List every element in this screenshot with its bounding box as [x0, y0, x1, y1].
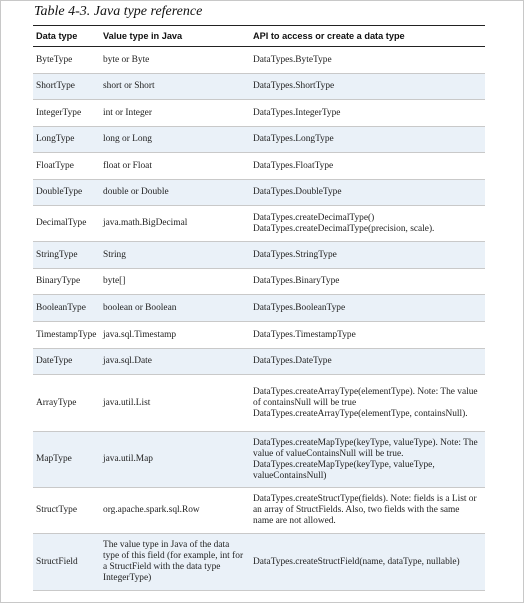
- table-row: [33, 153, 485, 180]
- header-api: API to access or create a data type: [250, 26, 485, 47]
- cell-java-value-type: byte or Byte: [100, 47, 250, 74]
- cell-data-type: ByteType: [33, 47, 100, 74]
- cell-data-type: TimestampType: [33, 322, 100, 349]
- cell-java-value-type: java.sql.Timestamp: [100, 322, 250, 349]
- cell-api: DataTypes.createStructField(name, dataType, nullable): [250, 534, 485, 591]
- table-row: [33, 47, 485, 74]
- java-type-reference-table: [33, 25, 485, 591]
- cell-api: DataTypes.LongType: [250, 127, 485, 153]
- cell-api: DataTypes.TimestampType: [250, 322, 485, 349]
- table-row: [33, 432, 485, 488]
- cell-api: DataTypes.IntegerType: [250, 100, 485, 127]
- cell-data-type: FloatType: [33, 153, 100, 180]
- table-row: [33, 127, 485, 153]
- cell-api: DataTypes.StringType: [250, 242, 485, 269]
- cell-java-value-type: java.util.List: [100, 375, 250, 432]
- cell-api: DataTypes.createStructType(fields). Note: fields is a List or an array of StructFields. Also, two fields with the same name are not allowed.: [250, 488, 485, 534]
- cell-data-type: IntegerType: [33, 100, 100, 127]
- cell-data-type: ShortType: [33, 74, 100, 100]
- table-row: [33, 206, 485, 242]
- cell-api: DataTypes.DateType: [250, 349, 485, 375]
- cell-api: DataTypes.ShortType: [250, 74, 485, 100]
- table-row: [33, 100, 485, 127]
- cell-java-value-type: int or Integer: [100, 100, 250, 127]
- cell-java-value-type: java.util.Map: [100, 432, 250, 488]
- header-value-type-java: Value type in Java: [100, 26, 250, 47]
- cell-api: DataTypes.createArrayType(elementType). Note: The value of containsNull will be true DataTypes.createArrayType(elementType, containsNull).: [250, 375, 485, 432]
- cell-java-value-type: java.sql.Date: [100, 349, 250, 375]
- cell-java-value-type: float or Float: [100, 153, 250, 180]
- cell-data-type: StructField: [33, 534, 100, 591]
- table-row: [33, 269, 485, 295]
- cell-data-type: DateType: [33, 349, 100, 375]
- table-row: [33, 349, 485, 375]
- cell-api: DataTypes.DoubleType: [250, 180, 485, 206]
- header-data-type: Data type: [33, 26, 100, 47]
- cell-data-type: BinaryType: [33, 269, 100, 295]
- cell-java-value-type: String: [100, 242, 250, 269]
- cell-java-value-type: java.math.BigDecimal: [100, 206, 250, 242]
- cell-data-type: StructType: [33, 488, 100, 534]
- cell-data-type: DoubleType: [33, 180, 100, 206]
- cell-data-type: ArrayType: [33, 375, 100, 432]
- cell-data-type: StringType: [33, 242, 100, 269]
- cell-data-type: BooleanType: [33, 295, 100, 322]
- table-row: [33, 74, 485, 100]
- cell-api: DataTypes.ByteType: [250, 47, 485, 74]
- cell-java-value-type: double or Double: [100, 180, 250, 206]
- cell-api: DataTypes.createMapType(keyType, valueType). Note: The value of valueContainsNull will be true. DataTypes.createMapType(keyType, valueType, valueContainsNull): [250, 432, 485, 488]
- cell-java-value-type: byte[]: [100, 269, 250, 295]
- table-row: [33, 295, 485, 322]
- table-row: [33, 322, 485, 349]
- cell-data-type: DecimalType: [33, 206, 100, 242]
- cell-java-value-type: long or Long: [100, 127, 250, 153]
- cell-data-type: MapType: [33, 432, 100, 488]
- cell-data-type: LongType: [33, 127, 100, 153]
- table-row: [33, 242, 485, 269]
- table-row: [33, 375, 485, 432]
- cell-api: DataTypes.createDecimalType() DataTypes.createDecimalType(precision, scale).: [250, 206, 485, 242]
- table-header-row: [33, 26, 485, 47]
- cell-api: DataTypes.BinaryType: [250, 269, 485, 295]
- cell-java-value-type: boolean or Boolean: [100, 295, 250, 322]
- cell-java-value-type: org.apache.spark.sql.Row: [100, 488, 250, 534]
- cell-api: DataTypes.FloatType: [250, 153, 485, 180]
- cell-java-value-type: The value type in Java of the data type of this field (for example, int for a StructField with the data type IntegerType): [100, 534, 250, 591]
- cell-java-value-type: short or Short: [100, 74, 250, 100]
- cell-api: DataTypes.BooleanType: [250, 295, 485, 322]
- table-row: [33, 180, 485, 206]
- table-row: [33, 534, 485, 591]
- table-row: [33, 488, 485, 534]
- table-caption: Table 4-3. Java type reference: [34, 4, 203, 19]
